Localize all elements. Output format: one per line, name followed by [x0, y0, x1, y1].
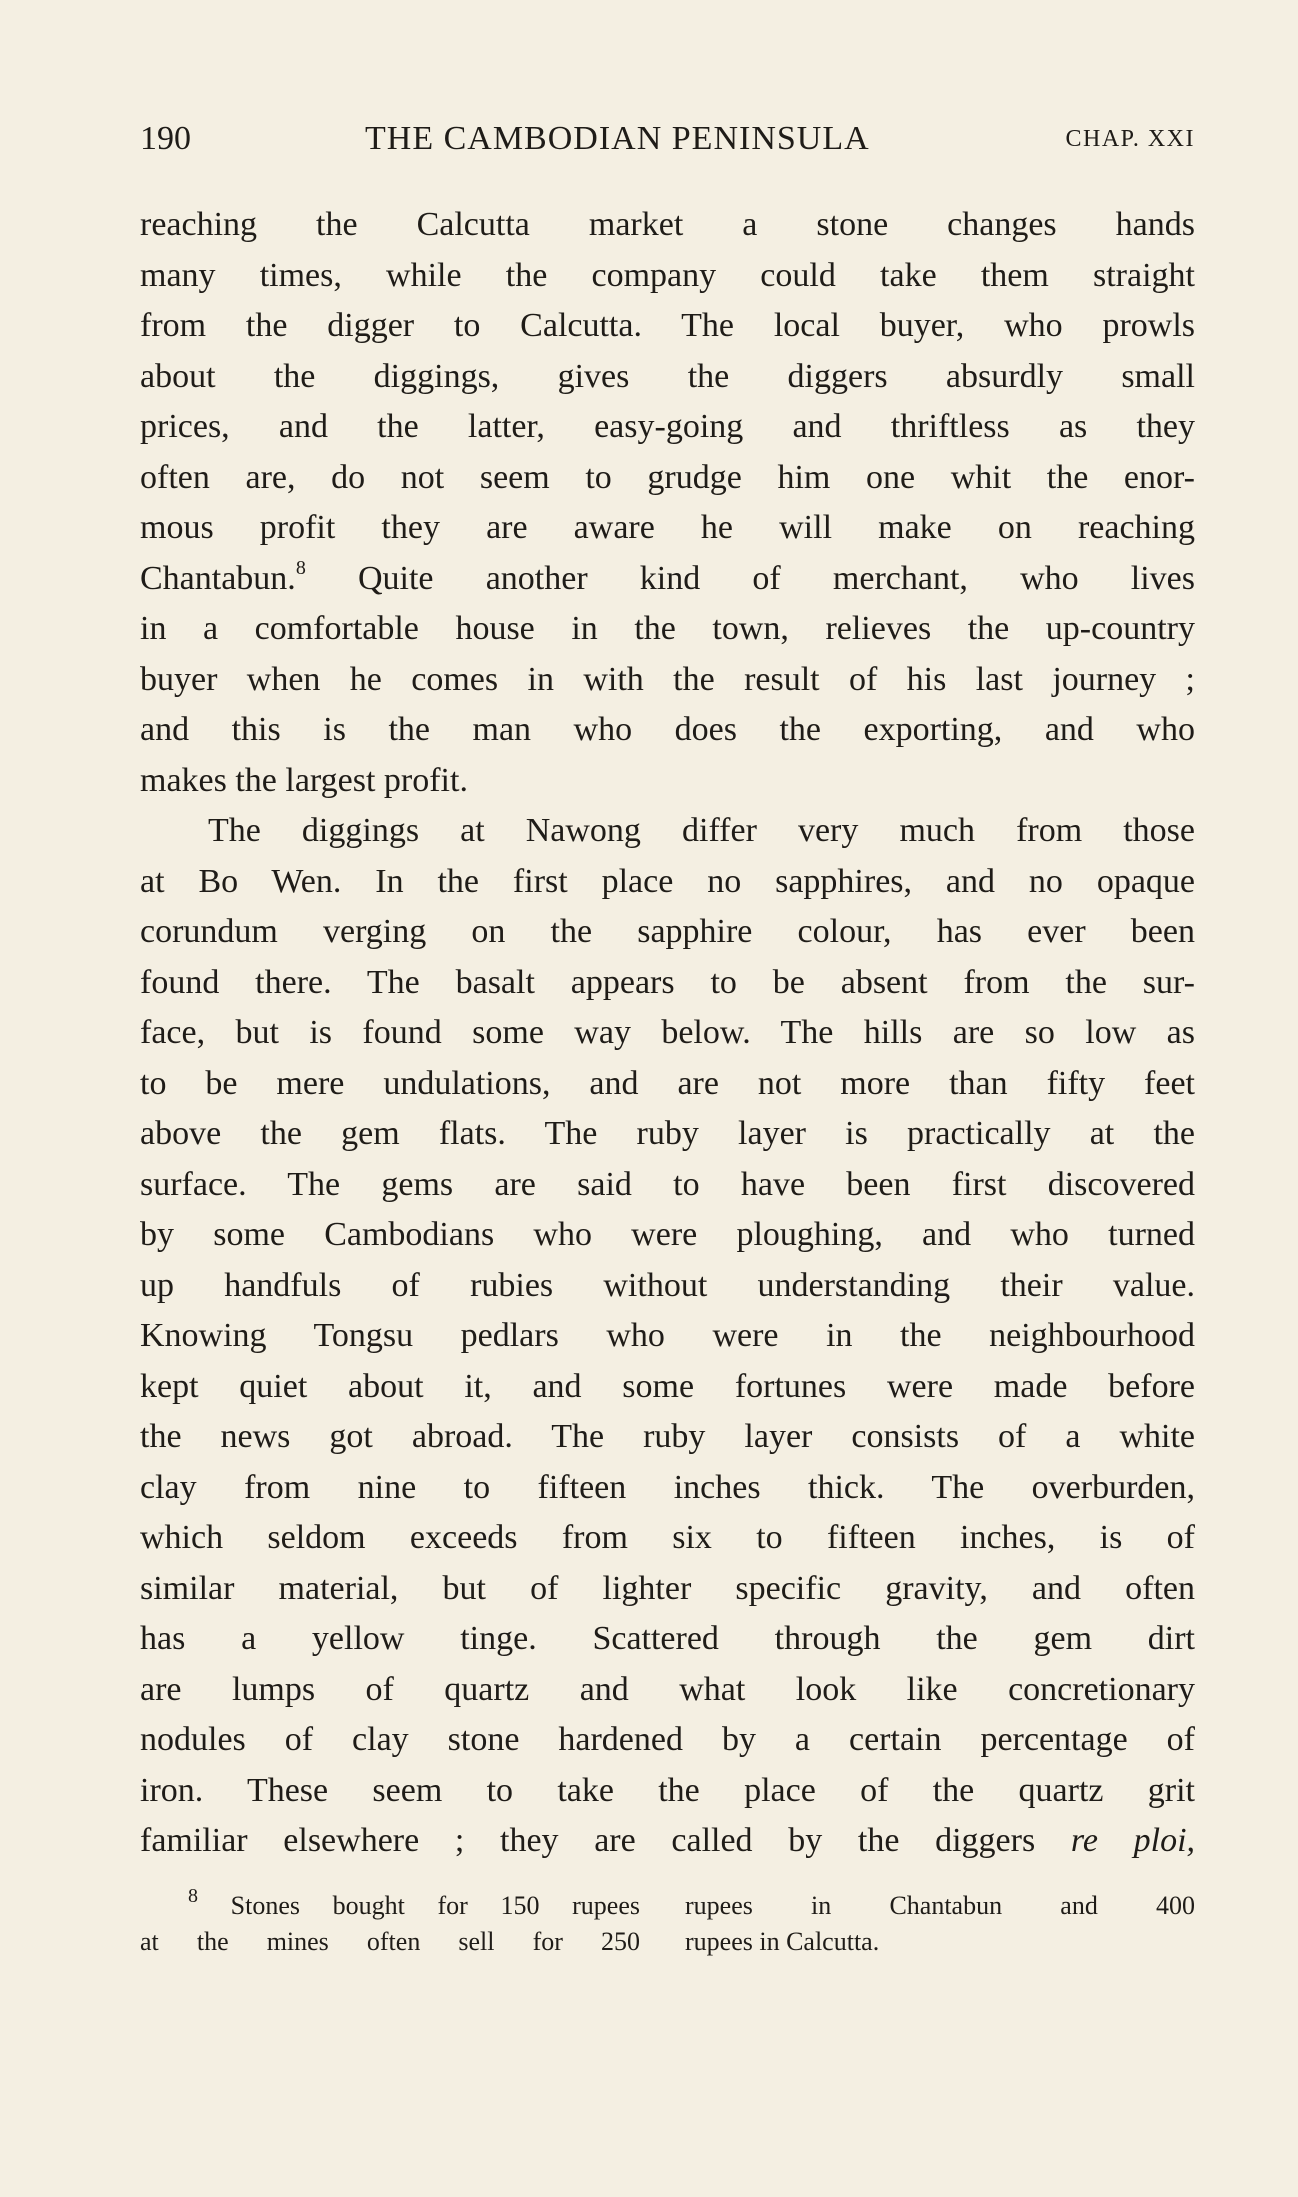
text-line: similar material, but of lighter specific gravity, and often	[140, 1569, 1195, 1607]
text-line: from the digger to Calcutta. The local buyer, who prowls	[140, 307, 1195, 344]
text-line: about the diggings, gives the diggers absurdly small	[140, 357, 1195, 395]
text-line: the news got abroad. The ruby layer consists of a white	[140, 1418, 1195, 1455]
text-line	[140, 554, 1195, 605]
text-line: has a yellow tinge. Scattered through the gem dirt	[140, 1620, 1195, 1657]
text-line: face, but is found some way below. The hills are so low as	[140, 1014, 1195, 1051]
text-line: surface. The gems are said to have been first discovered	[140, 1165, 1195, 1203]
footnote-line: at the mines often sell for 250	[140, 1927, 640, 1956]
text-line: by some Cambodians who were ploughing, and who turned	[140, 1216, 1195, 1253]
footnote-right-column	[685, 1888, 1195, 1960]
text-line: and this is the man who does the exporting, and who	[140, 711, 1195, 748]
text-line: clay from nine to fifteen inches thick. The overburden,	[140, 1468, 1195, 1506]
text-line: Knowing Tongsu pedlars who were in the neighbourhood	[140, 1317, 1195, 1354]
running-title: THE CAMBODIAN PENINSULA	[365, 120, 870, 157]
footnote-text: Stones bought for 150 rupees	[230, 1891, 640, 1920]
page-number: 190	[140, 120, 191, 157]
text-line: up handfuls of rubies without understanding their value.	[140, 1266, 1195, 1304]
paragraph-first-line: The diggings at Nawong differ very much from those	[208, 812, 1195, 849]
text-line: found there. The basalt appears to be absent from the sur-	[140, 963, 1195, 1001]
text-line	[140, 1816, 1195, 1867]
text-line: many times, while the company could take them straight	[140, 256, 1195, 294]
text-line: nodules of clay stone hardened by a certain percentage of	[140, 1721, 1195, 1758]
footnote-line: rupees in Calcutta.	[685, 1927, 880, 1956]
text-line: kept quiet about it, and some fortunes were made before	[140, 1367, 1195, 1405]
text-line: above the gem flats. The ruby layer is practically at the	[140, 1115, 1195, 1152]
text-line: buyer when he comes in with the result of his last journey ;	[140, 660, 1195, 698]
text-fragment: Quite another kind of merchant, who lives	[357, 559, 1195, 597]
footnote-line: rupees in Chantabun and 400	[685, 1891, 1195, 1920]
text-line: which seldom exceeds from six to fifteen inches, is of	[140, 1519, 1195, 1556]
chapter-label: CHAP. XXI	[1065, 126, 1195, 152]
text-line: are lumps of quartz and what look like concretionary	[140, 1670, 1195, 1708]
text-line: often are, do not seem to grudge him one whit the enor-	[140, 458, 1195, 496]
text-line: makes the largest profit.	[140, 761, 468, 799]
page-header	[140, 120, 1195, 170]
footnote-reference: 8	[295, 557, 306, 580]
text-fragment: familiar elsewhere ; they are called by the diggers	[140, 1822, 1036, 1859]
body-text	[140, 200, 1195, 1867]
text-line: iron. These seem to take the place of the quartz grit	[140, 1771, 1195, 1809]
text-line: to be mere undulations, and are not more than fifty feet	[140, 1064, 1195, 1102]
footnote-left-column	[140, 1885, 640, 1960]
text-line: reaching the Calcutta market a stone changes hands	[140, 206, 1195, 243]
text-line: at Bo Wen. In the first place no sapphires, and no opaque	[140, 862, 1195, 900]
footnote-marker: 8	[188, 1885, 198, 1908]
footnote-line	[140, 1885, 640, 1924]
text-line: prices, and the latter, easy-going and thriftless as they	[140, 408, 1195, 445]
text-line: in a comfortable house in the town, relieves the up-country	[140, 610, 1195, 647]
text-line: corundum verging on the sapphire colour, has ever been	[140, 913, 1195, 950]
italic-term: re ploi,	[1070, 1822, 1195, 1859]
text-line: mous profit they are aware he will make on reaching	[140, 509, 1195, 546]
text-fragment: Chantabun.	[140, 559, 296, 597]
